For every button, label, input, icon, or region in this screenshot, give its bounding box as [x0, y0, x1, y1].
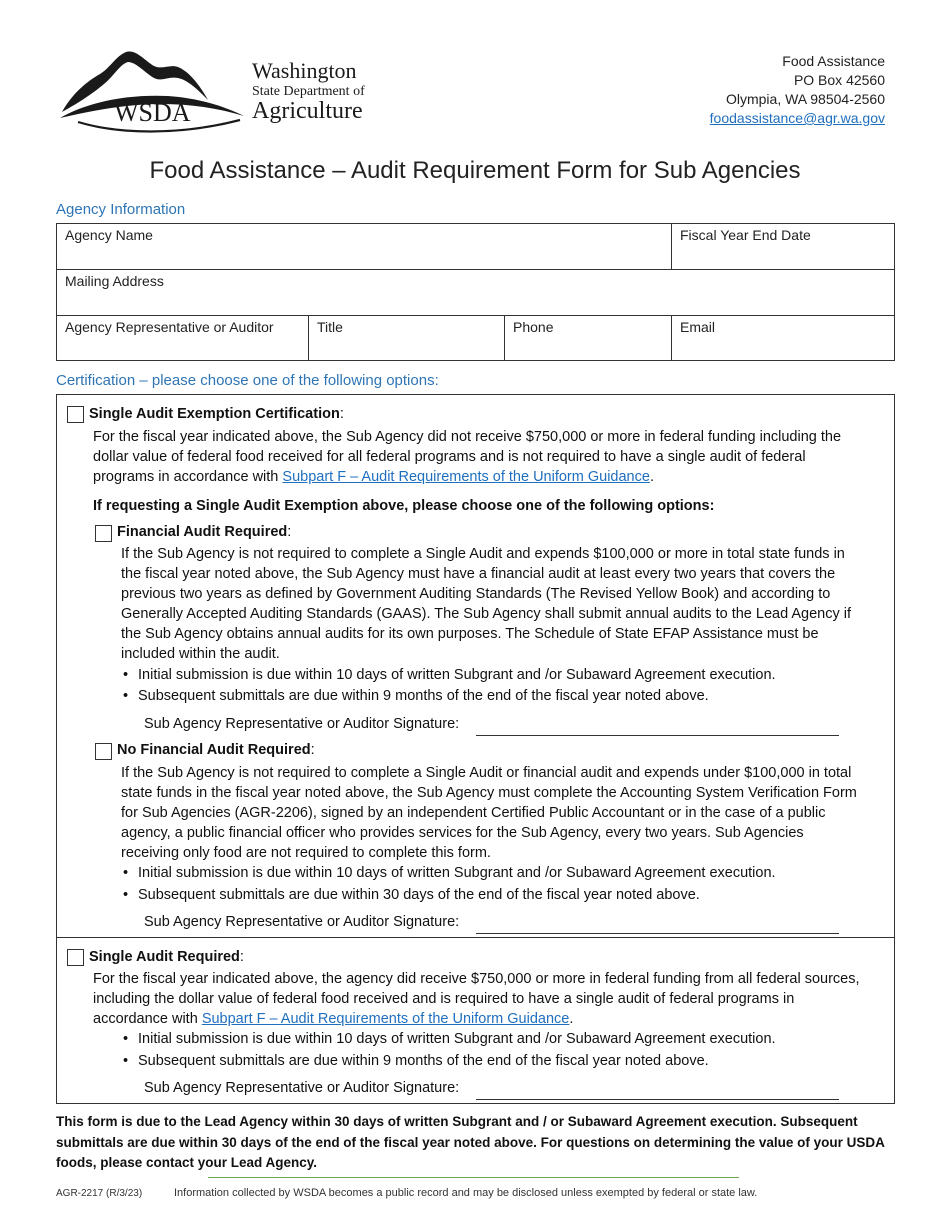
single-audit-label: Single Audit Required: [89, 949, 240, 965]
financial-line-3: previous two years as defined by Government Auditing Standards (The Revised Yellow Book) and according to: [121, 586, 831, 602]
single-audit-uniform-guidance-link[interactable]: Subpart F – Audit Requirements of the Uniform Guidance: [201, 1011, 570, 1027]
bullet-icon: •: [123, 865, 129, 881]
exemption-line-2: dollar value of federal food received for all federal programs and is not required to have a single audit of federal: [93, 449, 806, 465]
email-label: Email: [680, 319, 716, 335]
financial-bullet-2: [123, 688, 709, 704]
financial-audit-label: Financial Audit Required: [117, 524, 288, 540]
no-financial-bullet-1: [123, 865, 776, 881]
exemption-sub-heading: If requesting a Single Audit Exemption above, please choose one of the following options:: [93, 498, 715, 514]
agency-name-label: Agency Name: [65, 227, 153, 243]
financial-bullet-1: [123, 667, 776, 683]
financial-audit-suffix: :: [287, 524, 292, 540]
single-audit-bullet-1: [123, 1031, 776, 1047]
no-financial-bullet-2-text: Subsequent submittals are due within 30 days of the end of the fiscal year noted above.: [138, 887, 700, 903]
page-title: Food Assistance – Audit Requirement Form for Sub Agencies: [149, 157, 801, 184]
single-audit-checkbox[interactable]: [67, 949, 84, 966]
footer-note: [56, 1112, 898, 1174]
footer-rule: [208, 1177, 739, 1178]
agency-name-field[interactable]: [57, 224, 672, 270]
financial-line-2: the fiscal year noted above, the Sub Agency must have a financial audit at least every two years that covers the: [121, 566, 836, 582]
certification-box: [56, 394, 895, 1104]
title-label: Title: [317, 319, 343, 335]
representative-label: Agency Representative or Auditor: [65, 319, 274, 335]
single-audit-text: [93, 969, 893, 1029]
contact-po-box: PO Box 42560: [793, 72, 885, 88]
certification-heading: Certification – please choose one of the following options:: [56, 372, 439, 389]
exemption-text: [93, 427, 893, 487]
mailing-address-field[interactable]: [57, 270, 894, 316]
single-audit-bullet-2: [123, 1053, 709, 1069]
bullet-icon: •: [123, 1053, 129, 1069]
financial-line-5: the Sub Agency obtains annual audits for its own purposes. The Schedule of State EFAP Assistance must be: [121, 626, 819, 642]
mailing-address-label: Mailing Address: [65, 273, 164, 289]
single-audit-line-2: including the dollar value of federal food received and is required to have a single audit of federal programs in: [93, 991, 795, 1007]
logo-line-washington: Washington: [252, 58, 357, 83]
contact-block: [710, 52, 885, 128]
exemption-suffix: :: [339, 406, 344, 422]
financial-audit-checkbox[interactable]: [95, 525, 112, 542]
bullet-icon: •: [123, 1031, 129, 1047]
no-financial-signature-label: Sub Agency Representative or Auditor Signature:: [144, 914, 460, 930]
no-financial-audit-suffix: :: [310, 742, 315, 758]
bullet-icon: •: [123, 688, 129, 704]
no-financial-audit-text: [121, 763, 893, 863]
no-financial-line-3: for Sub Agencies (AGR-2206), signed by an independent Certified Public Accountant or in the case of a public: [121, 805, 826, 821]
single-audit-signature-line[interactable]: [476, 1099, 839, 1100]
contact-email-link[interactable]: foodassistance@agr.wa.gov: [709, 110, 885, 126]
logo-line-dept: State Department of: [252, 84, 365, 99]
single-audit-line-3: accordance with: [93, 1011, 202, 1027]
single-audit-option: [89, 949, 244, 965]
certification-divider: [57, 937, 894, 938]
single-audit-signature-label: Sub Agency Representative or Auditor Signature:: [144, 1080, 460, 1096]
no-financial-audit-option: [117, 742, 315, 758]
single-audit-bullet-1-text: Initial submission is due within 10 days of written Subgrant and /or Subaward Agreement execution.: [138, 1031, 776, 1047]
exemption-uniform-guidance-link[interactable]: Subpart F – Audit Requirements of the Uniform Guidance: [282, 469, 650, 485]
phone-field[interactable]: [505, 316, 672, 360]
logo-wordmark: [252, 60, 365, 123]
exemption-link-after: .: [649, 469, 654, 485]
representative-field[interactable]: [57, 316, 309, 360]
financial-line-6: included within the audit.: [121, 646, 280, 662]
no-financial-bullet-2: [123, 887, 700, 903]
no-financial-audit-label: No Financial Audit Required: [117, 742, 311, 758]
contact-dept: Food Assistance: [782, 53, 885, 69]
single-audit-link-after: .: [569, 1011, 574, 1027]
no-financial-line-5: receiving only food are not required to complete this form.: [121, 845, 491, 861]
logo-line-agriculture: Agriculture: [252, 98, 363, 124]
no-financial-signature-line[interactable]: [476, 933, 839, 934]
single-audit-suffix: :: [239, 949, 244, 965]
email-field[interactable]: [672, 316, 894, 360]
financial-line-4: Generally Accepted Auditing Standards (GAAS). The Sub Agency shall submit annual audits to the Lead Agency if: [121, 606, 852, 622]
agency-info-heading: Agency Information: [56, 201, 186, 218]
footer-note-line-1: This form is due to the Lead Agency within 30 days of written Subgrant and / or Subaward Agreement execution. Subsequent: [56, 1114, 858, 1129]
title-field[interactable]: [309, 316, 505, 360]
form-id: AGR-2217 (R/3/23): [56, 1188, 143, 1199]
logo-abbr: WSDA: [114, 98, 191, 127]
no-financial-line-2: state funds in the fiscal year noted above, the Sub Agency must complete the Accounting System Verification Form: [121, 785, 857, 801]
wsda-logo: [58, 50, 378, 134]
no-financial-line-1: If the Sub Agency is not required to complete a Single Audit or financial audit and expends under $100,000 in total: [121, 765, 852, 781]
fiscal-year-end-field[interactable]: [672, 224, 894, 270]
exemption-line-3: programs in accordance with: [93, 469, 283, 485]
financial-bullet-2-text: Subsequent submittals are due within 9 months of the end of the fiscal year noted above.: [138, 688, 709, 704]
no-financial-audit-checkbox[interactable]: [95, 743, 112, 760]
phone-label: Phone: [513, 319, 554, 335]
financial-audit-text: [121, 544, 891, 664]
footer-note-line-3: foods, please contact your Lead Agency.: [56, 1155, 318, 1170]
footer-note-line-2: submittals are due within 30 days of the end of the fiscal year noted above. For questions on determining the value of your USDA: [56, 1134, 885, 1150]
no-financial-bullet-1-text: Initial submission is due within 10 days of written Subgrant and /or Subaward Agreement execution.: [138, 865, 776, 881]
no-financial-line-4: agency, a public financial officer who provides services for the Sub Agency, every two years. Sub Agencies: [121, 825, 804, 841]
financial-audit-option: [117, 524, 291, 540]
financial-bullet-1-text: Initial submission is due within 10 days of written Subgrant and /or Subaward Agreement execution.: [138, 667, 776, 683]
footer-disclaimer: Information collected by WSDA becomes a public record and may be disclosed unless exempted by federal or state law.: [174, 1187, 758, 1199]
single-audit-bullet-2-text: Subsequent submittals are due within 9 months of the end of the fiscal year noted above.: [138, 1053, 709, 1069]
agency-info-table: [56, 223, 895, 361]
exemption-label: Single Audit Exemption Certification: [89, 406, 340, 422]
contact-city: Olympia, WA 98504-2560: [725, 91, 885, 107]
financial-signature-label: Sub Agency Representative or Auditor Signature:: [144, 716, 460, 732]
bullet-icon: •: [123, 887, 129, 903]
exemption-option: [89, 406, 344, 422]
mountain-logo-icon: [58, 50, 248, 134]
fiscal-year-end-label: Fiscal Year End Date: [680, 227, 811, 243]
financial-signature-line[interactable]: [476, 735, 839, 736]
financial-line-1: If the Sub Agency is not required to complete a Single Audit and expends $100,000 or more in total state funds in: [121, 546, 845, 562]
exemption-line-1: For the fiscal year indicated above, the Sub Agency did not receive $750,000 or more in federal funding including the: [93, 429, 842, 445]
single-audit-line-1: For the fiscal year indicated above, the agency did receive $750,000 or more in federal funding from all federal sources,: [93, 971, 860, 987]
bullet-icon: •: [123, 667, 129, 683]
exemption-checkbox[interactable]: [67, 406, 84, 423]
